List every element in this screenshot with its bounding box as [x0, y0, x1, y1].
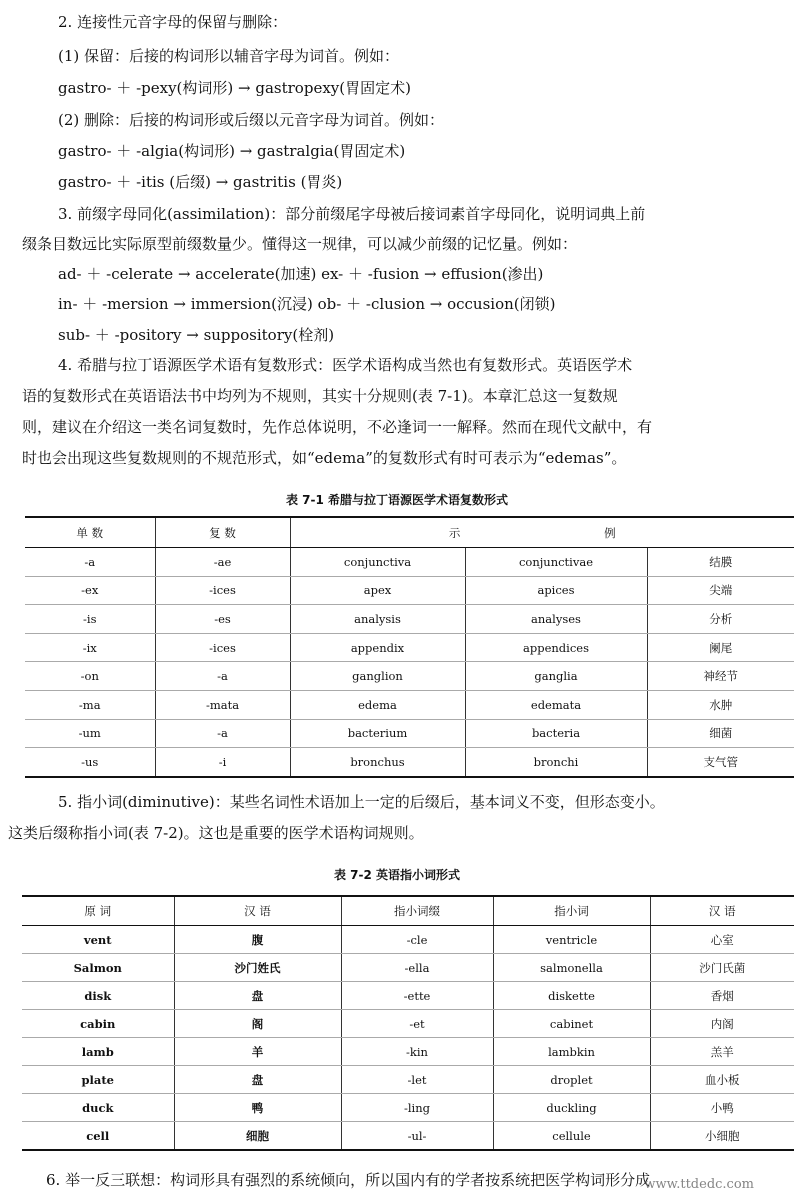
table-cell: edema: [290, 690, 465, 719]
table-cell: apex: [290, 576, 465, 605]
table-cell: 心室: [650, 926, 794, 954]
p6-line-1: 6. 举一反三联想：构词形具有强烈的系统倾向，所以国内有的学者按系统把医学构词形分成: [46, 1171, 651, 1189]
table-cell: -ul-: [341, 1122, 493, 1151]
table-cell: bronchus: [290, 748, 465, 777]
table-cell: -a: [155, 719, 290, 748]
table-cell: 细胞: [174, 1122, 341, 1151]
table-cell: lambkin: [493, 1038, 650, 1066]
p4-line-4: 时也会出现这些复数规则的不规范形式，如“edema”的复数形式有时可表示为“edemas”。: [22, 449, 627, 467]
table-cell: disk: [22, 982, 174, 1010]
table-cell: -es: [155, 605, 290, 634]
table-cell: 盘: [174, 1066, 341, 1094]
table-cell: -ella: [341, 954, 493, 982]
p3-line-2: 缀条目数远比实际原型前缀数量少。懂得这一规律，可以减少前缀的记忆量。例如：: [22, 235, 578, 253]
table-row: [25, 748, 794, 777]
p2-keep-rule: (1) 保留：后接的构词形以辅音字母为词首。例如：: [58, 47, 400, 65]
table-cell: bacteria: [465, 719, 647, 748]
table-cell: bronchi: [465, 748, 647, 777]
table-row: [22, 1122, 794, 1151]
table-cell: -on: [25, 662, 155, 691]
table-cell: appendices: [465, 633, 647, 662]
table-cell: -ling: [341, 1094, 493, 1122]
p2-delete-example-2: gastro- ＋ -itis (后缀) → gastritis (胃炎): [58, 173, 343, 191]
table-cell: -et: [341, 1010, 493, 1038]
table1-header-singular: 单 数: [25, 517, 155, 548]
table-cell: apices: [465, 576, 647, 605]
table-row: [25, 690, 794, 719]
table-cell: duck: [22, 1094, 174, 1122]
table-cell: -ices: [155, 633, 290, 662]
table-cell: 腹: [174, 926, 341, 954]
p3-example-2: in- ＋ -mersion → immersion(沉浸) ob- ＋ -clusion → occusion(闭锁): [58, 295, 556, 313]
table2-header-chinese: 汉 语: [174, 896, 341, 926]
table-cell: 小鸭: [650, 1094, 794, 1122]
table-cell: plate: [22, 1066, 174, 1094]
table-cell: Salmon: [22, 954, 174, 982]
table2-header-original-word: 原 词: [22, 896, 174, 926]
table2-header-diminutive-word: 指小词: [493, 896, 650, 926]
p3-line-1: 3. 前缀字母同化(assimilation)：部分前缀尾字母被后接词素首字母同化，说明词典上前: [58, 205, 646, 223]
p5-line-1: 5. 指小词(diminutive)：某些名词性术语加上一定的后缀后，基本词义不变，但形态变小。: [58, 793, 665, 811]
table2: [22, 895, 794, 1151]
table-cell: ventricle: [493, 926, 650, 954]
table-cell: 尖端: [647, 576, 794, 605]
table-cell: 阑尾: [647, 633, 794, 662]
p3-example-3: sub- ＋ -pository → suppository(栓剂): [58, 326, 335, 344]
table-cell: 支气管: [703, 754, 738, 769]
p2-keep-example: gastro- ＋ -pexy(构词形) → gastropexy(胃固定术): [58, 79, 411, 97]
table-cell: -ma: [25, 690, 155, 719]
table-cell: 内阁: [650, 1010, 794, 1038]
p5-line-2: 这类后缀称指小词(表 7-2)。这也是重要的医学术语构词规则。: [8, 824, 424, 842]
table-cell: ganglia: [465, 662, 647, 691]
table-cell: 羊: [174, 1038, 341, 1066]
table-cell: cabin: [22, 1010, 174, 1038]
table-cell: bacterium: [290, 719, 465, 748]
table2-caption: 表 7-2 英语指小词形式: [333, 868, 461, 882]
p4-line-2: 语的复数形式在英语语法书中均列为不规则，其实十分规则(表 7-1)。本章汇总这一复数规: [22, 387, 618, 405]
table-cell: -um: [25, 719, 155, 748]
table-cell: -cle: [341, 926, 493, 954]
table-row: [25, 633, 794, 662]
table-cell: 盘: [174, 982, 341, 1010]
table-cell: -ae: [155, 548, 290, 577]
table-row: [22, 982, 794, 1010]
table-cell: -is: [25, 605, 155, 634]
table-row: [22, 1066, 794, 1094]
table-cell: 血小板: [650, 1066, 794, 1094]
table-cell: appendix: [290, 633, 465, 662]
table1-header-example: [290, 517, 794, 548]
table1: [25, 516, 794, 778]
table-cell: -ette: [341, 982, 493, 1010]
table-cell: -i: [155, 748, 290, 777]
table-cell: -ix: [25, 633, 155, 662]
table-row: [22, 1094, 794, 1122]
table2-header-row: [22, 896, 794, 926]
table-cell: 水肿: [647, 690, 794, 719]
table-cell: salmonella: [493, 954, 650, 982]
table-cell: 分析: [647, 605, 794, 634]
table-row: [25, 576, 794, 605]
table-cell: analysis: [290, 605, 465, 634]
table-row: [25, 719, 794, 748]
p2-delete-rule: (2) 删除：后接的构词形或后缀以元音字母为词首。例如：: [58, 111, 445, 129]
watermark: www.ttdedc.com: [644, 1177, 754, 1192]
table2-header-chinese-2: 汉 语: [650, 896, 794, 926]
p2-delete-example-1: gastro- ＋ -algia(构词形) → gastralgia(胃固定术): [58, 142, 406, 160]
table-cell: 小细胞: [705, 1128, 740, 1143]
table-row: [25, 605, 794, 634]
table-cell: vent: [22, 926, 174, 954]
table-cell: -ices: [155, 576, 290, 605]
table-cell: duckling: [493, 1094, 650, 1122]
table-row: [25, 548, 794, 577]
table-cell: conjunctiva: [290, 548, 465, 577]
table-cell: edemata: [465, 690, 647, 719]
p3-example-1: ad- ＋ -celerate → accelerate(加速) ex- ＋ -fusion → effusion(渗出): [58, 265, 544, 283]
table-cell: 细菌: [647, 719, 794, 748]
table-cell: diskette: [493, 982, 650, 1010]
table2-header-diminutive-suffix: 指小词缀: [341, 896, 493, 926]
table-cell: -a: [25, 548, 155, 577]
table-row: [25, 662, 794, 691]
table-cell: cabinet: [493, 1010, 650, 1038]
table-cell: lamb: [22, 1038, 174, 1066]
table-cell: cell: [22, 1122, 174, 1151]
table-cell: 鸭: [174, 1094, 341, 1122]
table1-header-example-char1: 示: [448, 525, 461, 540]
table-cell: analyses: [465, 605, 647, 634]
p4-line-1: 4. 希腊与拉丁语源医学术语有复数形式：医学术语构成当然也有复数形式。英语医学术: [58, 356, 633, 374]
table-cell: -us: [25, 748, 155, 777]
p4-line-3: 则，建议在介绍这一类名词复数时，先作总体说明，不必逢词一一解释。然而在现代文献中，有: [22, 418, 653, 436]
table-cell: -let: [341, 1066, 493, 1094]
table-cell: 阁: [174, 1010, 341, 1038]
table-cell: cellule: [493, 1122, 650, 1151]
table-cell: 羔羊: [650, 1038, 794, 1066]
table-row: [22, 926, 794, 954]
table1-header-row: [25, 517, 794, 548]
table-cell: ganglion: [290, 662, 465, 691]
p2-title: 2. 连接性元音字母的保留与删除：: [58, 13, 288, 31]
table1-header-plural: 复 数: [155, 517, 290, 548]
table-cell: 结膜: [647, 548, 794, 577]
table-row: [22, 1038, 794, 1066]
table-row: [22, 954, 794, 982]
table-cell: 沙门姓氏: [174, 954, 341, 982]
table-cell: conjunctivae: [465, 548, 647, 577]
table-cell: 香烟: [650, 982, 794, 1010]
table-cell: -ex: [25, 576, 155, 605]
table-cell: -a: [155, 662, 290, 691]
table-row: [22, 1010, 794, 1038]
table1-header-example-char2: 例: [604, 525, 616, 540]
table-cell: -mata: [155, 690, 290, 719]
table-cell: 神经节: [647, 662, 794, 691]
table-cell: -kin: [341, 1038, 493, 1066]
table-cell: droplet: [493, 1066, 650, 1094]
table1-caption: 表 7-1 希腊与拉丁语源医学术语复数形式: [285, 493, 509, 507]
table-cell: 沙门氏菌: [650, 954, 794, 982]
